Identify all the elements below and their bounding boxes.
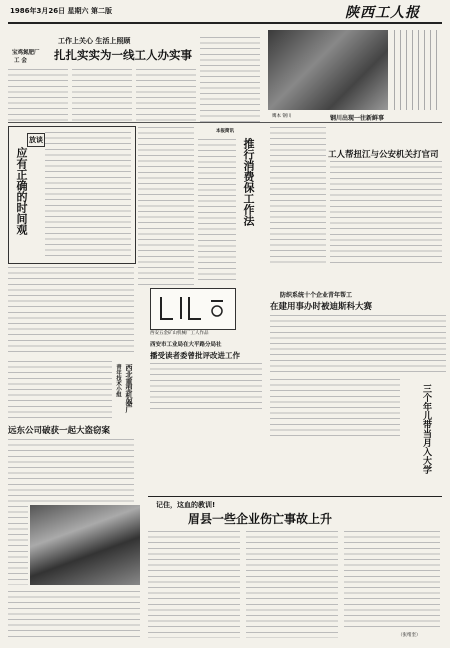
body-text (270, 314, 446, 374)
body-text (72, 68, 132, 122)
body-text (45, 131, 131, 259)
headline: 扎扎实实为一线工人办实事 (54, 48, 192, 62)
photo-side-text (392, 30, 442, 110)
body-text (246, 530, 338, 638)
divider (148, 496, 442, 497)
body-text (8, 360, 112, 420)
body-text (150, 362, 262, 412)
headline-worker-fix: 工人帮扭江与公安机关打官司 (328, 150, 439, 160)
kicker: 本报简讯 (216, 129, 234, 134)
body-text (198, 138, 236, 284)
divider (8, 122, 442, 123)
kicker-left-2: 工 会 (14, 58, 27, 64)
article-remember (148, 496, 442, 642)
prevent-top: 防织系统十个企业青年帮工 (280, 292, 353, 299)
column-tag: 放谈 (27, 133, 45, 147)
vertical-head: 推行消费保工作法 (242, 138, 255, 226)
box-should-time (8, 126, 136, 264)
kicker: 记住，这血的教训! (156, 501, 216, 509)
prevent-headline: 在建用事办时被迪斯科大赛 (270, 302, 373, 312)
kicker: 工作上关心 生活上照顾 (58, 37, 131, 45)
body-text (200, 36, 260, 122)
headline: 眉县一些企业伤亡事故上升 (188, 512, 333, 526)
masthead (0, 0, 450, 28)
body-text (148, 530, 240, 638)
body-text (8, 68, 68, 122)
masthead-rule (8, 22, 442, 24)
photo-top (268, 30, 388, 110)
side-vertical: 三个年儿带当月入大学 (421, 384, 431, 474)
body-text (330, 160, 442, 266)
photo-caption-left: 鹰本 钢川 (272, 114, 292, 119)
box-help-right (198, 126, 266, 286)
kicker-left: 宝鸡氮肥厂 (12, 50, 40, 56)
body-text (138, 126, 194, 286)
body-text (8, 505, 28, 585)
xian-lamp-headline: 播受读者委曾批评改进工作 (150, 351, 240, 360)
cartoon (150, 288, 236, 330)
footer: （张绪奎） (398, 633, 421, 638)
cartoon-drawing-icon (151, 289, 235, 329)
body-text (270, 126, 326, 266)
xian-lamp-top: 西安市工业局在大平路分局社 (150, 342, 222, 348)
body-text (8, 438, 134, 502)
bridge-headline: 远东公司破获一起大盗窃案 (8, 426, 111, 436)
bridge-vertical-head-2: 青年技术小组 (115, 364, 121, 397)
photo-bottom (30, 505, 140, 585)
photo-caption-right: 钢川出现一往新鲜事 (330, 115, 385, 122)
body-text (8, 590, 140, 640)
vertical-head: 应有正确的时间观 (15, 147, 28, 235)
bridge-vertical-head: 西北重型机器厂 (125, 364, 133, 413)
date-line: 1986年3月26日 星期六 第二版 (10, 7, 112, 15)
body-text (136, 68, 196, 122)
body-text (8, 266, 134, 356)
body-text (344, 530, 440, 630)
body-text (270, 378, 400, 438)
cartoon-caption: 西安五金矿山机械厂工人作品 (150, 331, 209, 336)
paper-name: 陕西工人报 (345, 5, 420, 21)
